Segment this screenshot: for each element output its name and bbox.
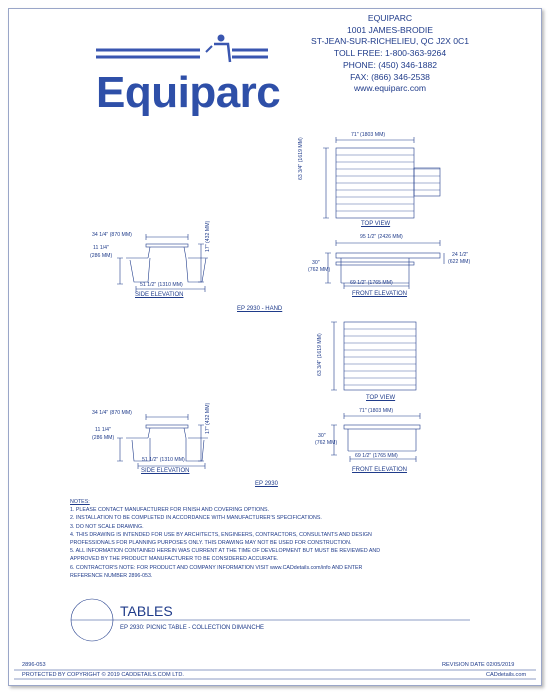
company-website[interactable]: www.equiparc.com xyxy=(353,83,427,94)
std-side-base-dim: 51 1/2" (1310 MM) xyxy=(142,457,185,463)
std-front-elevation-title: FRONT ELEVATION xyxy=(352,467,408,473)
hand-top-width-dim: 71" (1803 MM) xyxy=(351,132,386,138)
company-info xyxy=(300,13,480,95)
note-line: 2. INSTALLATION TO BE COMPLETED IN ACCORDANCE WITH MANUFACTURER'S SPECIFICATIONS. xyxy=(70,515,322,522)
company-toll-free: TOLL FREE: 1-800-363-9264 xyxy=(333,48,447,59)
reference-number: 2896-053 xyxy=(22,662,46,668)
hand-top-view xyxy=(323,137,440,218)
company-fax: FAX: (866) 346-2538 xyxy=(350,71,430,82)
hand-side-height-dim: 17" (432 MM) xyxy=(205,220,211,252)
note-line: 6. CONTRACTOR'S NOTE: FOR PRODUCT AND COMPANY INFORMATION VISIT www.CADdetails.com/info AND ENTER xyxy=(70,564,363,571)
hand-side-seat-mm: (286 MM) xyxy=(90,253,113,259)
hand-front-overhang-dim: 24 1/2" xyxy=(452,252,469,258)
std-top-depth-dim: 63 3/4" (1619 MM) xyxy=(317,333,323,376)
note-line: 4. THIS DRAWING IS INTENDED FOR USE BY ARCHITECTS, ENGINEERS, CONTRACTORS, CONSULTANTS AND DESIGN xyxy=(70,531,372,538)
note-line: APPROVED BY THE PRODUCT MANUFACTURER TO BE CONSIDERED ACCURATE. xyxy=(70,556,279,563)
hand-front-overall-dim: 95 1/2" (2426 MM) xyxy=(360,234,403,240)
std-model-label: EP 2930 xyxy=(255,481,278,487)
hand-front-height-dim: 30" xyxy=(312,260,320,266)
hand-side-topw-dim: 34 1/4" (870 MM) xyxy=(92,232,132,238)
hand-side-elevation-title: SIDE ELEVATION xyxy=(135,292,184,298)
std-front-height-mm: (762 MM) xyxy=(315,440,338,446)
hand-top-depth-dim: 63 3/4" (1619 MM) xyxy=(298,137,304,180)
company-city: ST-JEAN-SUR-RICHELIEU, QC J2X 0C1 xyxy=(310,36,470,47)
logo-wordmark: Equiparc xyxy=(96,68,281,117)
std-front-height-dim: 30" xyxy=(318,433,326,439)
std-side-height-dim: 17" (432 MM) xyxy=(205,402,211,434)
note-line: PROFESSIONALS FOR PLANNING PURPOSES ONLY. THIS DRAWING MAY NOT BE USED FOR CONSTRUCTION. xyxy=(70,540,352,547)
hand-front-overhang-mm: (622 MM) xyxy=(448,259,471,265)
note-line: REFERENCE NUMBER 2896-053. xyxy=(70,572,153,579)
std-front-base-dim: 69 1/2" (1765 MM) xyxy=(355,453,398,459)
company-phone: PHONE: (450) 346-1882 xyxy=(342,59,438,70)
std-top-view-title: TOP VIEW xyxy=(366,395,396,401)
hand-side-base-dim: 51 1/2" (1310 MM) xyxy=(140,282,183,288)
company-name: EQUIPARC xyxy=(367,13,413,23)
drawing-title: TABLES xyxy=(120,603,173,619)
drawing-subtitle: EP 2930: PICNIC TABLE - COLLECTION DIMANCHE xyxy=(120,625,265,631)
std-top-view xyxy=(331,322,416,390)
hand-front-elevation-title: FRONT ELEVATION xyxy=(352,291,408,297)
note-line: 1. PLEASE CONTACT MANUFACTURER FOR FINISH AND COVERING OPTIONS. xyxy=(70,507,270,514)
note-line: 3. DO NOT SCALE DRAWING. xyxy=(70,523,144,530)
logo-mark xyxy=(96,35,268,63)
std-front-width-dim: 71" (1803 MM) xyxy=(359,408,394,414)
hand-side-seat-dim: 11 1/4" xyxy=(93,245,109,251)
copyright-notice: PROTECTED BY COPYRIGHT © 2019 CADDETAILS.COM LTD. xyxy=(22,672,184,678)
hand-model-label: EP 2930 - HAND xyxy=(237,306,283,312)
std-side-seat-dim: 11 1/4" xyxy=(95,427,111,433)
general-notes xyxy=(70,498,380,580)
std-side-elevation-title: SIDE ELEVATION xyxy=(141,468,190,474)
std-side-seat-mm: (286 MM) xyxy=(92,435,115,441)
hand-front-height-mm: (762 MM) xyxy=(308,267,331,273)
hand-front-base-dim: 69 1/2" (1765 MM) xyxy=(350,280,393,286)
revision-date: REVISION DATE 02/05/2019 xyxy=(442,662,515,668)
std-side-topw-dim: 34 1/4" (870 MM) xyxy=(92,410,132,416)
caddetails-brand[interactable]: CADdetails.com xyxy=(486,672,527,678)
hand-top-view-title: TOP VIEW xyxy=(361,221,391,227)
note-line: 5. ALL INFORMATION CONTAINED HEREIN WAS CURRENT AT THE TIME OF DEVELOPMENT BUT MUST BE REVIEWED AND xyxy=(70,548,381,555)
company-address: 1001 JAMES-BRODIE xyxy=(347,24,433,35)
notes-header: NOTES: xyxy=(70,499,90,505)
